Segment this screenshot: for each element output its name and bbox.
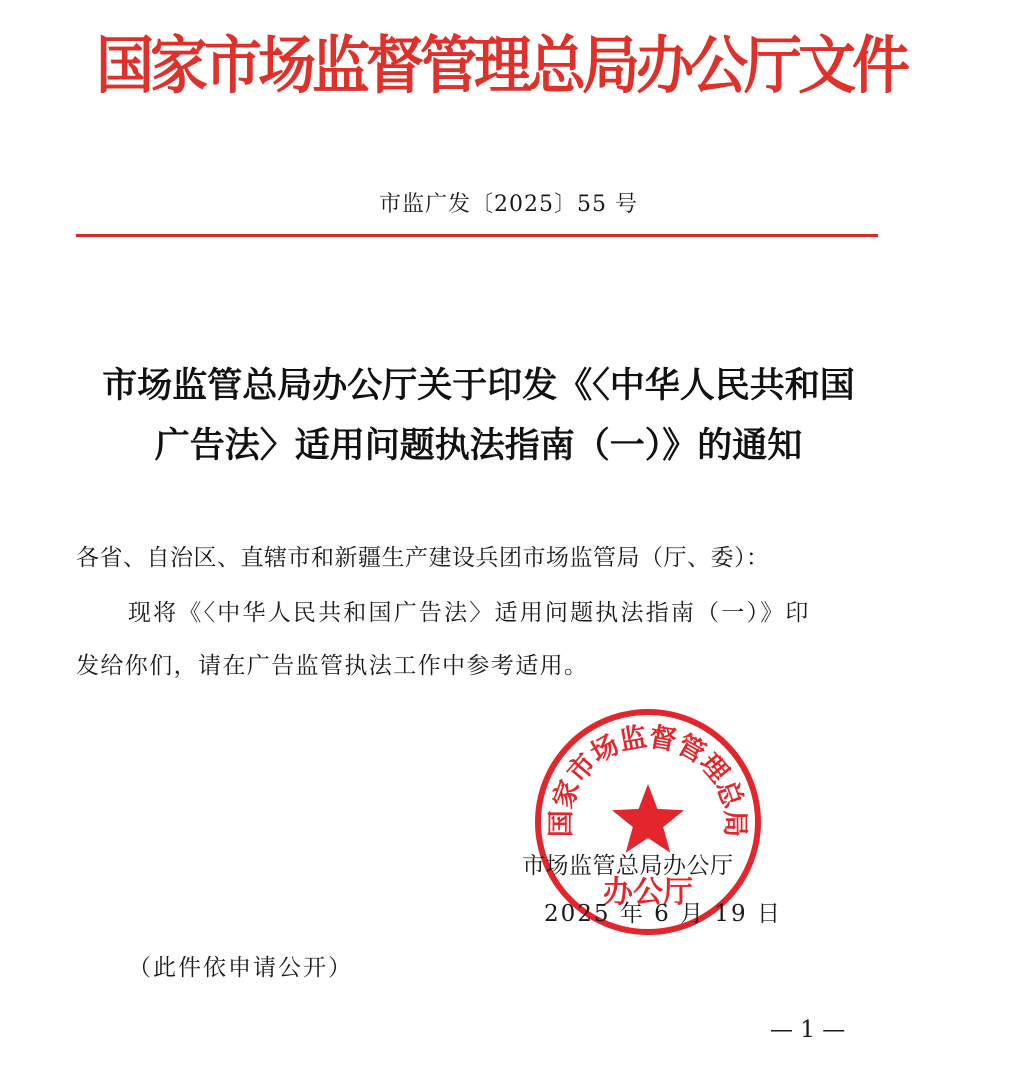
document-number: 市监广发〔2025〕55 号 — [379, 192, 638, 217]
signing-organization: 市场监管总局办公厅 — [522, 853, 734, 879]
addressee: 各省、自治区、直辖市和新疆生产建设兵团市场监管局（厅、委）： — [76, 545, 770, 571]
seal-arc-text: 国家市场监督管理总局 — [545, 721, 751, 838]
header-title: 国家市场监督管理总局办公厅文件 — [96, 28, 907, 102]
body-paragraph-line-1: 现将《〈中华人民共和国广告法〉适用问题执法指南（一）》印 — [128, 600, 811, 626]
body-paragraph-line-2: 发给你们，请在广告监管执法工作中参考适用。 — [76, 653, 589, 679]
signing-date: 2025 年 6 月 19 日 — [544, 901, 782, 927]
seal-bottom-text: 办公厅 — [603, 875, 693, 910]
red-divider — [76, 234, 878, 237]
disclosure-note: （此件依申请公开） — [128, 955, 353, 981]
document-title-line-2: 广告法〉适用问题执法指南（一）》的通知 — [154, 426, 803, 466]
star-icon — [612, 784, 684, 853]
document-title-line-1: 市场监管总局办公厅关于印发《〈中华人民共和国 — [102, 366, 855, 406]
page-number: — 1 — — [770, 1017, 846, 1043]
